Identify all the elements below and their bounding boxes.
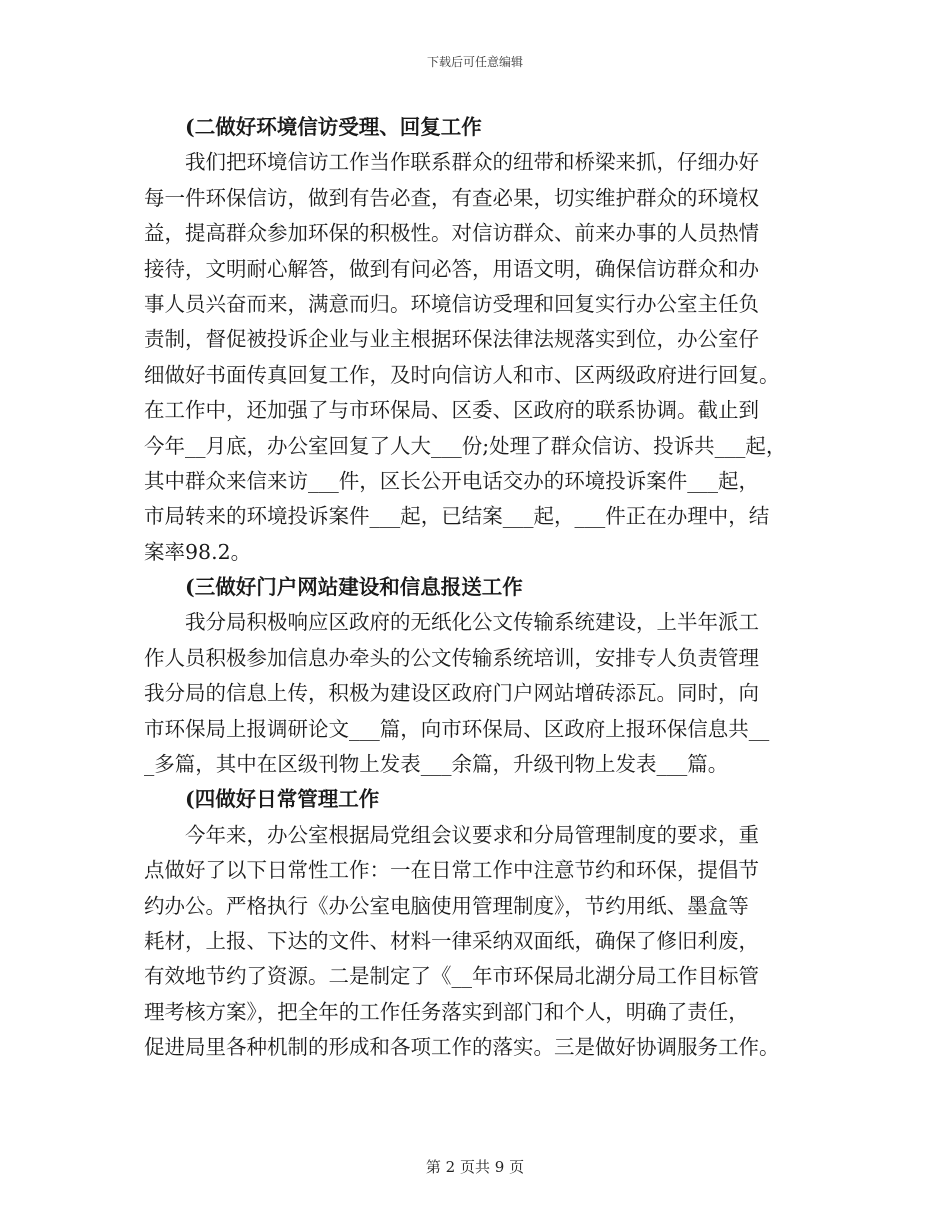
text-line: 市局转来的环境投诉案件___起，已结案___起，___件正在办理中，结 [144,504,770,529]
text-line: 今年__月底，办公室回复了人大___份;处理了群众信访、投诉共___起， [144,433,787,458]
document-body [144,110,810,1066]
page-header: 下载后可任意编辑 [426,55,523,69]
text-line: 接待，文明耐心解答，做到有问必答，用语文明，确保信访群众和办 [144,256,759,281]
text-line: 每一件环保信访，做到有告必查，有查必果，切实维护群众的环境权 [144,185,759,210]
text-line: 有效地节约了资源。二是制定了《__年市环保局北湖分局工作目标管 [144,964,759,989]
text-line: 作人员积极参加信息办牵头的公文传输系统培训，安排专人负责管理 [144,645,759,670]
text-line: _多篇，其中在区级刊物上发表___余篇，升级刊物上发表___篇。 [144,752,729,777]
text-line: 在工作中，还加强了与市环保局、区委、区政府的联系协调。截止到 [144,398,759,423]
text-line: 我们把环境信访工作当作联系群众的纽带和桥梁来抓，仔细办好 [185,150,759,175]
section-heading: (二做好环境信访受理、回复工作 [185,115,482,139]
text-line: 我分局的信息上传，积极为建设区政府门户网站增砖添瓦。同时，向 [144,681,759,706]
text-line: 理考核方案》，把全年的工作任务落实到部门和个人，明确了责任， [144,999,749,1024]
text-line: 责制，督促被投诉企业与业主根据环保法律法规落实到位，办公室仔 [144,327,759,352]
page-footer: 第 2 页共 9 页 [425,1158,525,1176]
text-line: 耗材，上报、下达的文件、材料一律采纳双面纸，确保了修旧利废， [144,928,759,953]
section-heading: (四做好日常管理工作 [185,787,380,812]
text-line: 点做好了以下日常性工作：一在日常工作中注意节约和环保，提倡节 [144,858,759,883]
text-line: 约办公。严格执行《办公室电脑使用管理制度》，节约用纸、墨盒等 [144,893,749,918]
section-heading: (三做好门户网站建设和信息报送工作 [185,575,523,600]
text-line: 益，提高群众参加环保的积极性。对信访群众、前来办事的人员热情 [144,221,759,246]
text-line: 其中群众来信来访___件，区长公开电话交办的环境投诉案件___起， [144,468,759,493]
text-line: 市环保局上报调研论文___篇，向市环保局、区政府上报环保信息共__ [144,716,770,741]
text-line: 我分局积极响应区政府的无纸化公文传输系统建设，上半年派工 [185,610,759,635]
text-line: 细做好书面传真回复工作，及时向信访人和市、区两级政府进行回复。 [144,362,780,387]
text-line: 事人员兴奋而来，满意而归。环境信访受理和回复实行办公室主任负 [144,291,759,316]
text-line: 促进局里各种机制的形成和各项工作的落实。三是做好协调服务工作。 [144,1035,780,1060]
text-line: 今年来，办公室根据局党组会议要求和分局管理制度的要求，重 [185,822,759,847]
text-line: 案率98.2。 [144,539,252,564]
